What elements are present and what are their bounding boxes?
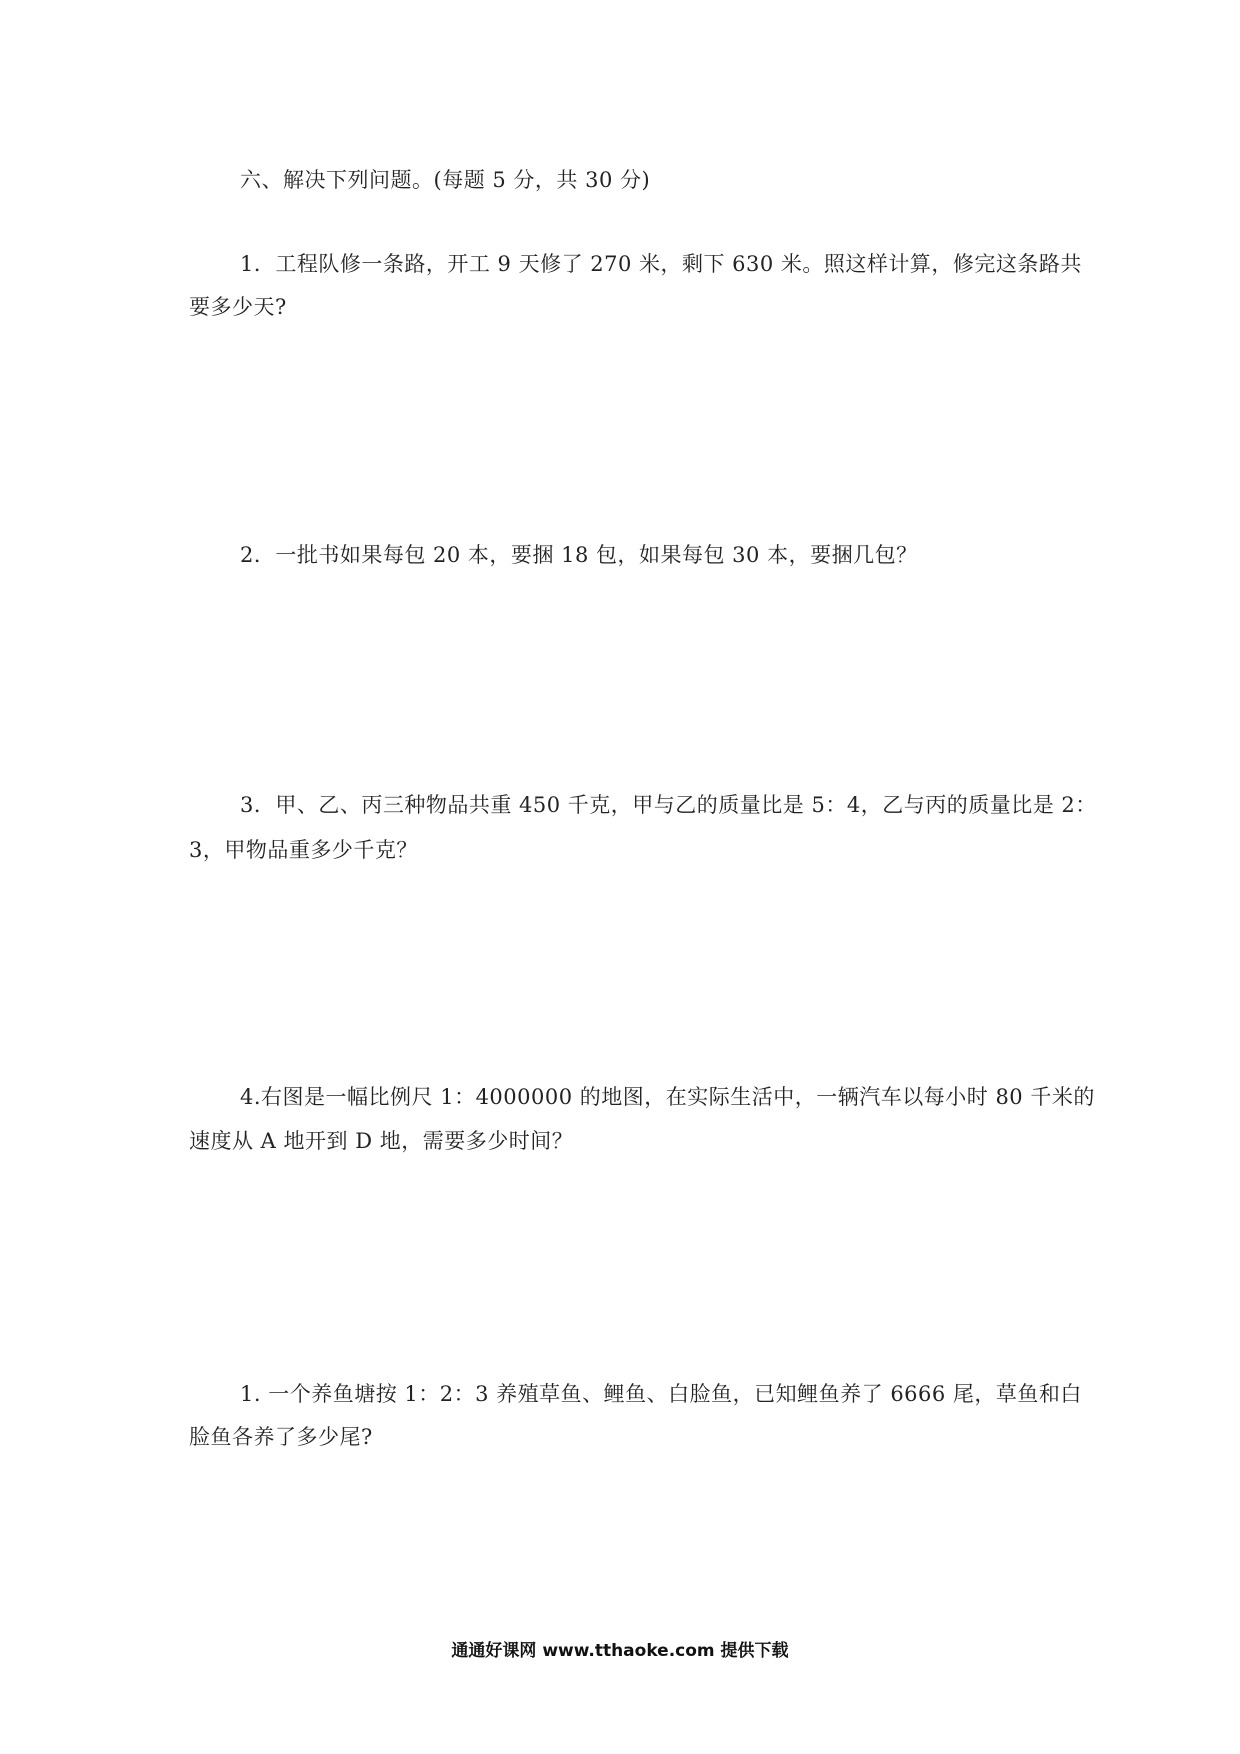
footer-source-text: 通通好课网 www.tthaoke.com 提供下载 [451, 1641, 789, 1661]
question-1-line-2: 要多少天? [189, 295, 287, 319]
question-4-line-1: 4.右图是一幅比例尺 1：4000000 的地图，在实际生活中，一辆汽车以每小时 80 千米的 [240, 1085, 1095, 1109]
question-5-line-1: 1. 一个养鱼塘按 1：2：3 养殖草鱼、鲤鱼、白脸鱼，已知鲤鱼养了 6666 尾，草鱼和白 [240, 1382, 1082, 1406]
question-2-line-1: 2．一批书如果每包 20 本，要捆 18 包，如果每包 30 本，要捆几包？ [240, 543, 918, 567]
section-heading: 六、解决下列问题。(每题 5 分，共 30 分) [240, 168, 651, 192]
question-3-line-2: 3，甲物品重多少千克？ [189, 838, 418, 862]
question-3-line-1: 3．甲、乙、丙三种物品共重 450 千克，甲与乙的质量比是 5：4，乙与丙的质量比是 2： [240, 793, 1097, 817]
question-1-line-1: 1．工程队修一条路，开工 9 天修了 270 米，剩下 630 米。照这样计算，修完这条路共 [240, 252, 1082, 276]
question-5-line-2: 脸鱼各养了多少尾? [189, 1425, 373, 1449]
question-4-line-2: 速度从 A 地开到 D 地，需要多少时间？ [189, 1129, 574, 1153]
